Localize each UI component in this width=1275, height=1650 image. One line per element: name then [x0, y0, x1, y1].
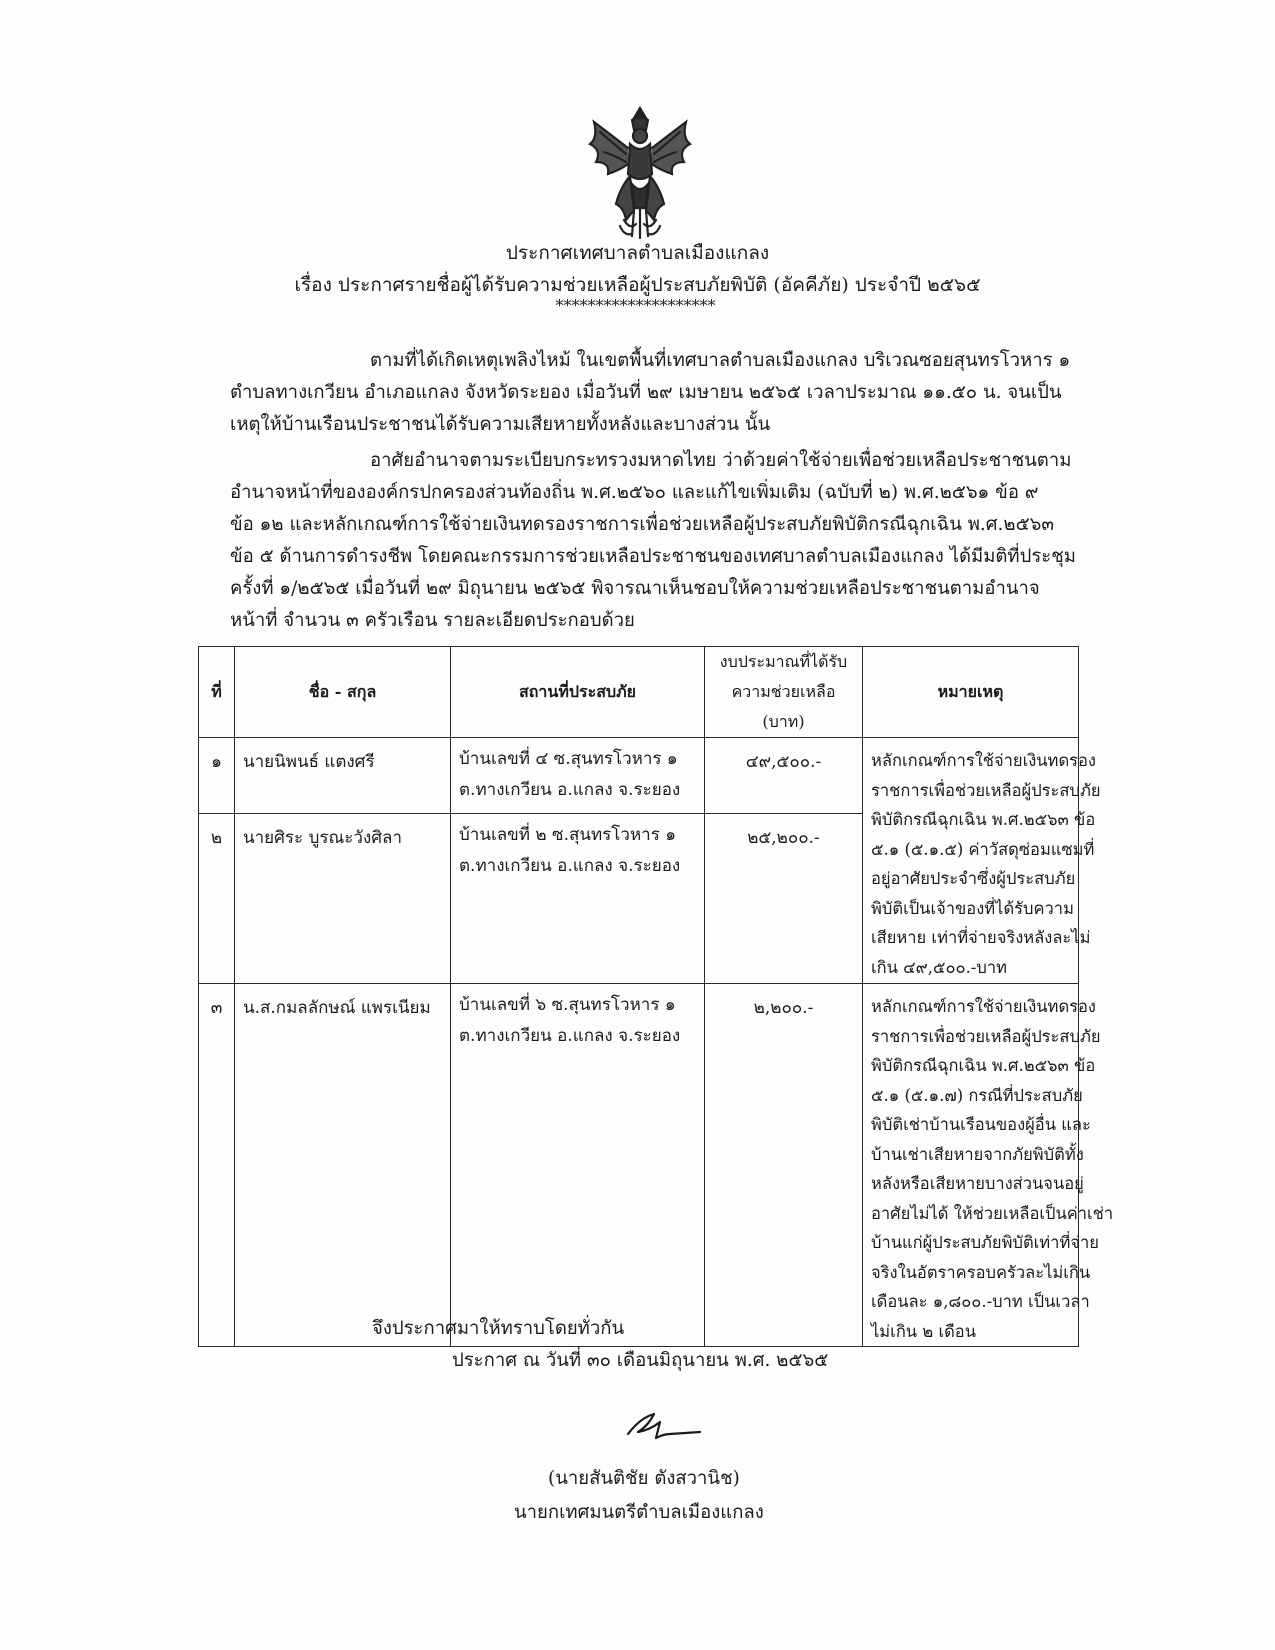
row-3-place-line-1: บ้านเลขที่ ๖ ซ.สุนทรโวหาร ๑	[459, 995, 676, 1015]
body-paragraph-2-line-6: หน้าที่ จำนวน ๓ ครัวเรือน รายละเอียดประกอบด้วย	[230, 610, 635, 631]
header-budget-line-1: งบประมาณที่ได้รับ	[719, 652, 848, 671]
remark-a-line-5: อยู่อาศัยประจำซึ่งผู้ประสบภัย	[871, 869, 1076, 888]
remark-b-line-9: บ้านแก่ผู้ประสบภัยพิบัติเท่าที่จ่าย	[871, 1233, 1099, 1252]
remark-b-line-2: ราชการเพื่อช่วยเหลือผู้ประสบภัย	[871, 1026, 1101, 1046]
body-paragraph-2-line-1: อาศัยอำนาจตามระเบียบกระทรวงมหาดไทย ว่าด้วยค่าใช้จ่ายเพื่อช่วยเหลือประชาชนตาม	[370, 450, 1072, 471]
remark-b-line-11: เดือนละ ๑,๘๐๐.-บาท เป็นเวลา	[871, 1292, 1090, 1311]
body-paragraph-2-line-3: ข้อ ๑๒ และหลักเกณฑ์การใช้จ่ายเงินทดรองราชการเพื่อช่วยเหลือผู้ประสบภัยพิบัติกรณีฉุกเฉิน พ.ศ.๒๕๖๓	[230, 514, 1055, 535]
table-row	[199, 738, 1079, 814]
row-2-name: นายศิระ บูรณะวังศิลา	[235, 814, 451, 984]
recipients-table	[198, 646, 1114, 1347]
row-1-place-line-1: บ้านเลขที่ ๔ ซ.สุนทรโวหาร ๑	[459, 749, 678, 769]
remark-a-line-7: เสียหาย เท่าที่จ่ายจริงหลังละไม่	[871, 928, 1091, 947]
row-3-amount: ๒,๒๐๐.-	[705, 984, 863, 1347]
remark-a-line-1: หลักเกณฑ์การใช้จ่ายเงินทดรอง	[871, 751, 1096, 770]
remark-b-line-12: ไม่เกิน ๒ เดือน	[871, 1321, 976, 1341]
remark-b-line-3: พิบัติกรณีฉุกเฉิน พ.ศ.๒๕๖๓ ข้อ	[871, 1056, 1096, 1075]
row-3-name: น.ส.กมลลักษณ์ แพรเนียม	[235, 984, 451, 1347]
signer-name: (นายสันติชัย ตังสวานิช)	[548, 1468, 740, 1489]
header-place: สถานที่ประสบภัย	[451, 647, 705, 738]
row-1-name: นายนิพนธ์ แตงศรี	[235, 738, 451, 814]
header-remark: หมายเหตุ	[863, 647, 1079, 738]
row-1-no: ๑	[199, 738, 235, 814]
body-paragraph-2-line-5: ครั้งที่ ๑/๒๕๖๕ เมื่อวันที่ ๒๙ มิถุนายน ๒๕๖๕ พิจารณาเห็นชอบให้ความช่วยเหลือประชาชนตามอำนาจ	[230, 578, 1040, 599]
remark-cell-b	[863, 984, 1114, 1347]
row-3-no: ๓	[199, 984, 235, 1347]
announcement-date: ประกาศ ณ วันที่ ๓๐ เดือนมิถุนายน พ.ศ. ๒๕๖๕	[452, 1350, 829, 1371]
body-paragraph-2-line-4: ข้อ ๕ ด้านการดำรงชีพ โดยคณะกรรมการช่วยเหลือประชาชนของเทศบาลตำบลเมืองแกลง ได้มีมติที่ประชุม	[230, 546, 1076, 567]
body-paragraph-2-line-2: อำนาจหน้าที่ขององค์กรปกครองส่วนท้องถิ่น พ.ศ.๒๕๖๐ และแก้ไขเพิ่มเติม (ฉบับที่ ๒) พ.ศ.๒๕๖๑ ข้อ ๙	[230, 482, 1039, 503]
row-2-no: ๒	[199, 814, 235, 984]
signer-title: นายกเทศมนตรีตำบลเมืองแกลง	[514, 1502, 764, 1523]
table-row	[199, 984, 1079, 1347]
row-3-place-line-2: ต.ทางเกวียน อ.แกลง จ.ระยอง	[459, 1026, 681, 1046]
remark-b-line-6: บ้านเช่าเสียหายจากภัยพิบัติทั้ง	[871, 1144, 1084, 1164]
announcement-subject: เรื่อง ประกาศรายชื่อผู้ได้รับความช่วยเหลือผู้ประสบภัยพิบัติ (อัคคีภัย) ประจำปี ๒๕๖๕	[294, 274, 981, 296]
announcement-title: ประกาศเทศบาลตำบลเมืองแกลง	[505, 242, 770, 264]
body-paragraph-1-line-1: ตามที่ได้เกิดเหตุเพลิงไหม้ ในเขตพื้นที่เทศบาลตำบลเมืองแกลง บริเวณซอยสุนทรโวหาร ๑	[370, 350, 1071, 371]
row-2-place-line-2: ต.ทางเกวียน อ.แกลง จ.ระยอง	[459, 856, 681, 876]
remark-b-line-8: อาศัยไม่ได้ ให้ช่วยเหลือเป็นค่าเช่า	[871, 1203, 1114, 1223]
remark-b-line-5: พิบัติเช่าบ้านเรือนของผู้อื่น และ	[871, 1115, 1091, 1134]
remark-a-line-6: พิบัติเป็นเจ้าของที่ได้รับความ	[871, 898, 1074, 918]
body-paragraph-1-line-3: เหตุให้บ้านเรือนประชาชนได้รับความเสียหายทั้งหลังและบางส่วน นั้น	[230, 414, 771, 435]
signature-icon	[620, 1404, 710, 1444]
remark-b-line-7: หลังหรือเสียหายบางส่วนจนอยู่	[871, 1174, 1084, 1193]
row-1-amount: ๔๙,๕๐๐.-	[705, 738, 863, 814]
garuda-emblem-icon	[580, 104, 700, 240]
remark-b-line-1: หลักเกณฑ์การใช้จ่ายเงินทดรอง	[871, 997, 1096, 1016]
title-separator: ********************	[555, 296, 716, 315]
remark-b-line-4: ๕.๑ (๕.๑.๗) กรณีที่ประสบภัย	[871, 1085, 1083, 1105]
remark-a-line-3: พิบัติกรณีฉุกเฉิน พ.ศ.๒๕๖๓ ข้อ	[871, 810, 1096, 829]
row-2-place-line-1: บ้านเลขที่ ๒ ซ.สุนทรโวหาร ๑	[459, 825, 677, 845]
remark-b-line-10: จริงในอัตราครอบครัวละไม่เกิน	[871, 1262, 1091, 1282]
header-name: ชื่อ - สกุล	[235, 647, 451, 738]
row-2-amount: ๒๕,๒๐๐.-	[705, 814, 863, 984]
header-budget-line-2: ความช่วยเหลือ (บาท)	[731, 682, 836, 731]
remark-a-line-8: เกิน ๔๙,๕๐๐.-บาท	[871, 957, 1008, 977]
closing-notice: จึงประกาศมาให้ทราบโดยทั่วกัน	[372, 1318, 625, 1339]
remark-a-line-4: ๕.๑ (๕.๑.๕) ค่าวัสดุซ่อมแซมที่	[871, 839, 1095, 859]
header-budget	[705, 647, 863, 738]
header-no: ที่	[199, 647, 235, 738]
row-2-place	[451, 814, 705, 984]
row-1-place	[451, 738, 705, 814]
remark-cell-a	[863, 738, 1101, 984]
remark-a-line-2: ราชการเพื่อช่วยเหลือผู้ประสบภัย	[871, 780, 1101, 800]
row-1-place-line-2: ต.ทางเกวียน อ.แกลง จ.ระยอง	[459, 780, 681, 800]
body-paragraph-1-line-2: ตำบลทางเกวียน อำเภอแกลง จังหวัดระยอง เมื่อวันที่ ๒๙ เมษายน ๒๕๖๕ เวลาประมาณ ๑๑.๕๐ น. จนเป็น	[230, 382, 1062, 403]
row-3-place	[451, 984, 705, 1347]
table-header-row	[199, 647, 1079, 738]
